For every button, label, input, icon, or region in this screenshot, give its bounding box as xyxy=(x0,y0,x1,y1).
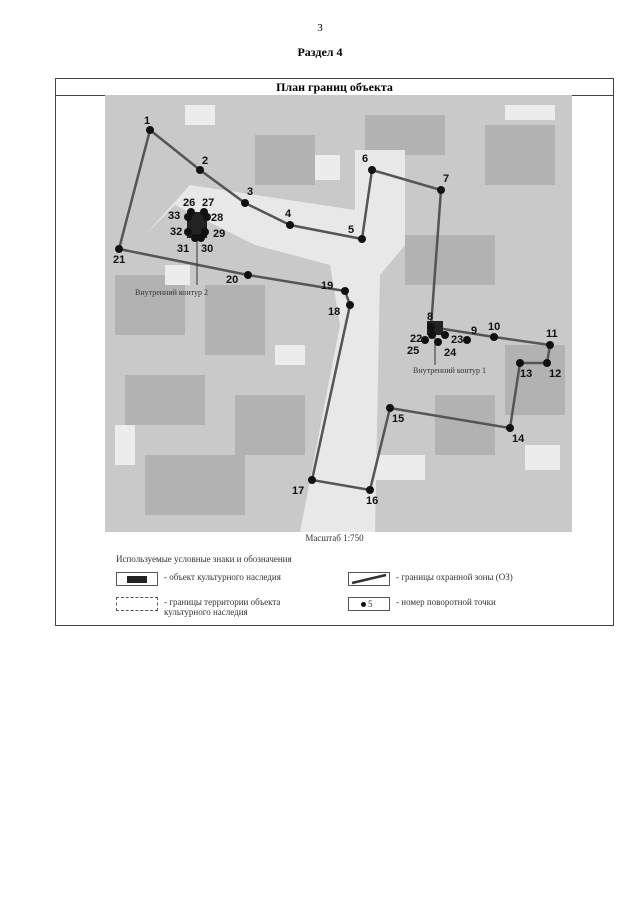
heritage-object-swatch xyxy=(116,572,158,586)
turning-point-4 xyxy=(286,221,294,229)
turning-point-32 xyxy=(184,228,192,236)
legend-zone-boundary-text: - границы охранной зоны (ОЗ) xyxy=(396,572,513,582)
boundary-map xyxy=(105,95,572,532)
legend-title: Используемые условные знаки и обозначения xyxy=(116,554,292,564)
turning-point-label-30: 30 xyxy=(201,243,214,255)
turning-point-label-27: 27 xyxy=(202,197,215,209)
turning-point-label-12: 12 xyxy=(549,368,562,380)
turning-point-2 xyxy=(196,166,204,174)
turning-point-label-26: 26 xyxy=(183,197,196,209)
turning-point-label-16: 16 xyxy=(366,495,379,507)
turning-point-label-8: 8 xyxy=(427,311,434,323)
turning-point-label-5: 5 xyxy=(348,224,355,236)
turning-point-label-9: 9 xyxy=(471,325,478,337)
turning-point-23 xyxy=(441,331,449,339)
turning-point-label-2: 2 xyxy=(202,155,209,167)
turning-point-label-10: 10 xyxy=(488,321,501,333)
turning-point-5 xyxy=(358,235,366,243)
turning-point-label-17: 17 xyxy=(292,485,305,497)
turning-point-label-28: 28 xyxy=(211,212,224,224)
turning-point-20 xyxy=(244,271,252,279)
heritage-territory-swatch xyxy=(116,597,158,611)
turning-point-label-11: 11 xyxy=(546,328,558,340)
turning-point-label-32: 32 xyxy=(170,226,183,238)
legend-point-number-text: - номер поворотной точки xyxy=(396,597,496,607)
legend-heritage-territory xyxy=(116,597,326,617)
turning-point-19 xyxy=(341,287,349,295)
legend-heritage-territory-text: - границы территории объекта культурного наследия xyxy=(164,597,281,617)
legend-point-number xyxy=(348,597,496,611)
turning-point-label-13: 13 xyxy=(520,368,533,380)
turning-point-label-19: 19 xyxy=(321,280,334,292)
turning-point-label-7: 7 xyxy=(443,173,450,185)
plan-frame xyxy=(55,78,614,626)
turning-point-label-15: 15 xyxy=(392,413,405,425)
turning-point-3 xyxy=(241,199,249,207)
point-number-swatch xyxy=(348,597,390,611)
turning-point-21 xyxy=(115,245,123,253)
turning-point-7 xyxy=(437,186,445,194)
turning-point-31 xyxy=(191,234,199,242)
legend-heritage-object-text: - объект культурного наследия xyxy=(164,572,281,582)
turning-point-14 xyxy=(506,424,514,432)
turning-point-label-25: 25 xyxy=(407,345,420,357)
turning-point-8 xyxy=(427,323,435,331)
turning-point-18 xyxy=(346,301,354,309)
turning-point-6 xyxy=(368,166,376,174)
turning-point-12 xyxy=(543,359,551,367)
legend-heritage-object xyxy=(116,572,281,586)
turning-point-1 xyxy=(146,126,154,134)
turning-point-10 xyxy=(490,333,498,341)
turning-point-label-21: 21 xyxy=(113,254,126,266)
point-sample: 5 xyxy=(368,599,373,609)
turning-point-33 xyxy=(184,213,192,221)
turning-point-label-31: 31 xyxy=(177,243,190,255)
turning-point-11 xyxy=(546,341,554,349)
turning-point-label-29: 29 xyxy=(213,228,226,240)
turning-point-22 xyxy=(428,331,436,339)
turning-point-label-14: 14 xyxy=(512,433,525,445)
turning-point-label-20: 20 xyxy=(226,274,239,286)
turning-point-17 xyxy=(308,476,316,484)
turning-point-15 xyxy=(386,404,394,412)
turning-point-label-1: 1 xyxy=(144,115,151,127)
annotation-inner-contour-2: Внутренний контур 2 xyxy=(135,288,209,297)
legend-zone-boundary xyxy=(348,572,513,586)
page-number: 3 xyxy=(317,22,323,34)
turning-point-label-18: 18 xyxy=(328,306,341,318)
turning-point-16 xyxy=(366,486,374,494)
annotation-inner-contour-1: Внутренний контур 1 xyxy=(413,366,487,375)
turning-point-label-22: 22 xyxy=(410,333,423,345)
turning-point-label-23: 23 xyxy=(451,334,464,346)
plan-title: План границ объекта xyxy=(56,79,613,96)
turning-point-label-4: 4 xyxy=(285,208,292,220)
turning-point-28 xyxy=(203,213,211,221)
scale-label: Масштаб 1:750 xyxy=(305,533,364,543)
turning-point-13 xyxy=(516,359,524,367)
turning-point-24 xyxy=(434,338,442,346)
turning-point-label-33: 33 xyxy=(168,210,181,222)
zone-boundary-swatch xyxy=(348,572,390,586)
turning-point-label-24: 24 xyxy=(444,347,457,359)
section-title: Раздел 4 xyxy=(297,45,343,59)
turning-point-label-3: 3 xyxy=(247,186,254,198)
turning-point-label-6: 6 xyxy=(362,153,369,165)
turning-point-9 xyxy=(463,336,471,344)
